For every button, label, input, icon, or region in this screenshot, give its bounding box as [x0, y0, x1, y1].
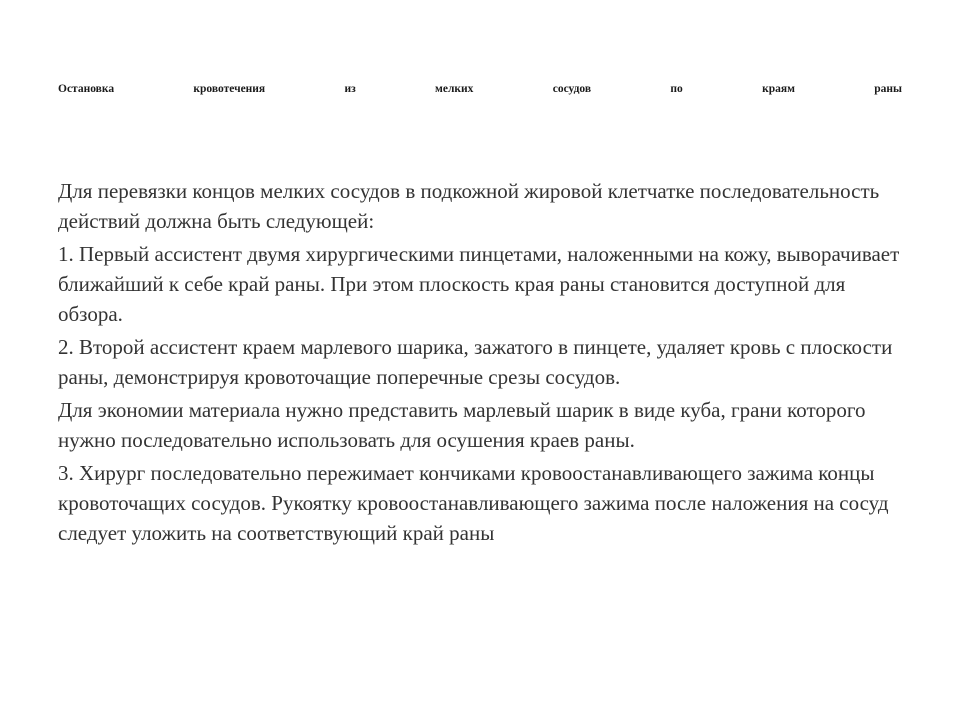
step-1-paragraph: 1. Первый ассистент двумя хирургическими пинцетами, наложенными на кожу, выворачивает ближайший к себе край раны. При этом плоскость края раны становится доступной для обзора.	[58, 242, 900, 326]
intro-paragraph: Для перевязки концов мелких сосудов в подкожной жировой клетчатке последовательность действий должна быть следующей:	[58, 179, 880, 233]
title-word: из	[344, 83, 356, 95]
title-word: Остановка	[58, 83, 115, 95]
step-3-paragraph: 3. Хирург последовательно пережимает кончиками кровоостанавливающего зажима концы кровоточащих сосудов. Рукоятку кровоостанавливающего зажима после наложения на сосуд следует уложить на соответствующий край раны	[58, 461, 889, 545]
title-word: по	[670, 83, 683, 95]
title-word: краям	[762, 83, 795, 95]
slide-body	[58, 176, 908, 551]
title-word: сосудов	[552, 83, 592, 95]
note-paragraph: Для экономии материала нужно представить марлевый шарик в виде куба, грани которого нужно последовательно использовать для осушения краев раны.	[58, 398, 866, 452]
title-word: кровотечения	[193, 83, 266, 95]
title-word: мелких	[435, 83, 474, 95]
slide-title	[58, 80, 902, 98]
step-2-paragraph: 2. Второй ассистент краем марлевого шарика, зажатого в пинцете, удаляет кровь с плоскости раны, демонстрируя кровоточащие поперечные срезы сосудов.	[58, 335, 893, 389]
title-word: раны	[874, 83, 902, 95]
